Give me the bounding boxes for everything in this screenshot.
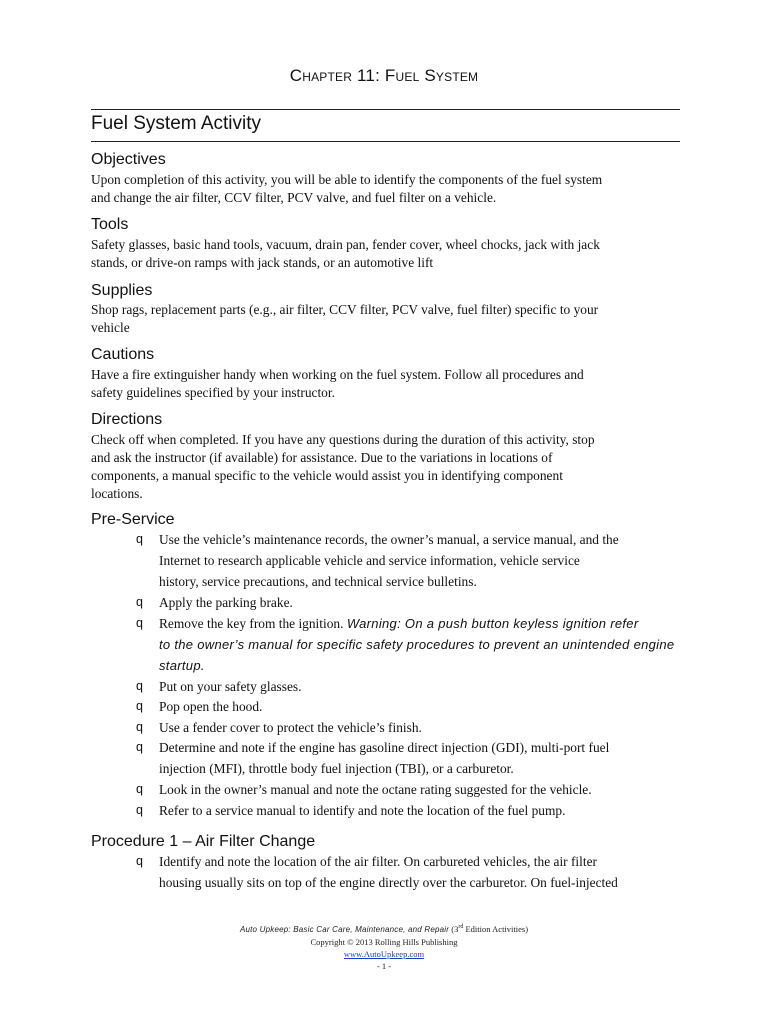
pre-service-heading: Pre-Service [91, 511, 175, 528]
page-number: - 1 - [376, 960, 392, 971]
footer-copyright: Copyright © 2013 Rolling Hills Publishing [310, 936, 458, 947]
footer-book-line: Auto Upkeep: Basic Car Care, Maintenance, and Repair (3rd Edition Activities) [239, 923, 529, 934]
supplies-text: Shop rags, replacement parts (e.g., air filter, CCV filter, PCV valve, fuel filter) specific to your vehicle [91, 302, 599, 335]
checkbox-icon[interactable]: q [136, 616, 143, 630]
cautions-heading: Cautions [91, 346, 155, 363]
cautions-text: Have a fire extinguisher handy when working on the fuel system. Follow all procedures and safety guidelines specified by your instructor. [91, 367, 584, 400]
title-rule-bottom [91, 141, 680, 142]
checkbox-icon[interactable]: q [136, 803, 143, 817]
chapter-title: Chapter 11: Fuel System [289, 66, 479, 85]
checkbox-icon[interactable]: q [136, 532, 143, 546]
title-rule-top [91, 109, 680, 110]
checkbox-icon[interactable]: q [136, 720, 143, 734]
warning-text: Warning: On a push button keyless ignition refer [346, 616, 639, 631]
footer-website-link[interactable]: www.AutoUpkeep.com [343, 948, 425, 959]
objectives-heading: Objectives [91, 151, 166, 168]
procedure1-heading: Procedure 1 – Air Filter Change [91, 833, 316, 850]
checkbox-icon[interactable]: q [136, 740, 143, 754]
document-page: Chapter 11: Fuel System Fuel System Activity Objectives Upon completion of this activity, you will be able to identify the components of the fuel system and change the air filter, CCV filter, PCV valve, and fuel filter on a vehicle. Tools Safety glasses, basic hand tools, vacuum, drain pan, fender cover, wheel chocks, jack with jack stands, or drive-on ramps with jack stands, or an automotive lift Supplies Shop rags, replacement parts (e.g., air filter, CCV filter, PCV valve, fuel filter) specific to your vehicle Cautions Have a fire extinguisher handy when working on the fuel system. Follow all procedures and safety guidelines specified by your instructor. Directions Check off when completed. If you have any questions during the duration of this activity, stop and ask the instructor (if available) for assistance. Due to the variations in locations of components, a manual specific to the vehicle would assist you in identifying component locations. Pre-Service q Use the vehicle’s maintenance records, the owner’s manual, a service manual, and the Internet to research applicable vehicle and service information, vehicle service history, service precautions, and technical service bulletins. q Apply the parking brake. q Remove the key from the ignition. Warning: On a push button keyless ignition refer to the owner’s manual for specific safety procedures to prevent an unintended engine startup. q Put on your safety glasses. q Pop open the hood. q Use a fender cover to protect the vehicle’s finish. q Determine and note if the engine has gasoline direct injection (GDI), multi-port fuel injection (MFI), throttle body fuel injection (TBI), or a carburetor. q Look in the owner’s manual and note the octane rating suggested for the vehicle. q Refer to a service manual to identify and note the location of the fuel pump. Procedure 1 – Air Filter Change q Identify and note the location of the air filter. On carbureted vehicles, the air filter housing usually sits on top of the engine directly over the carburetor. On fuel-injected Auto Upkeep: Basic Car Care, Maintenance, and Repair (3rd Edition Activities) Copyright © 2013 Rolling Hills Publishing www.AutoUpkeep.com - 1 - [0, 0, 768, 1024]
objectives-text: Upon completion of this activity, you will be able to identify the components of the fuel system and change the air filter, CCV filter, PCV valve, and fuel filter on a vehicle. [91, 172, 603, 205]
directions-text: Check off when completed. If you have any questions during the duration of this activity, stop and ask the instructor (if available) for assistance. Due to the variations in locations of components, a manual specific to the vehicle would assist you in identifying component locations. [91, 432, 595, 501]
checkbox-icon[interactable]: q [136, 595, 143, 609]
supplies-heading: Supplies [91, 282, 153, 299]
checkbox-icon[interactable]: q [136, 699, 143, 713]
activity-title: Fuel System Activity [91, 113, 261, 134]
directions-heading: Directions [91, 411, 163, 428]
tools-heading: Tools [91, 216, 129, 233]
tools-text: Safety glasses, basic hand tools, vacuum, drain pan, fender cover, wheel chocks, jack with jack stands, or drive-on ramps with jack stands, or an automotive lift [91, 237, 600, 270]
checkbox-icon[interactable]: q [136, 782, 143, 796]
checkbox-icon[interactable]: q [136, 854, 143, 868]
page-footer [0, 921, 768, 972]
checkbox-icon[interactable]: q [136, 679, 143, 693]
